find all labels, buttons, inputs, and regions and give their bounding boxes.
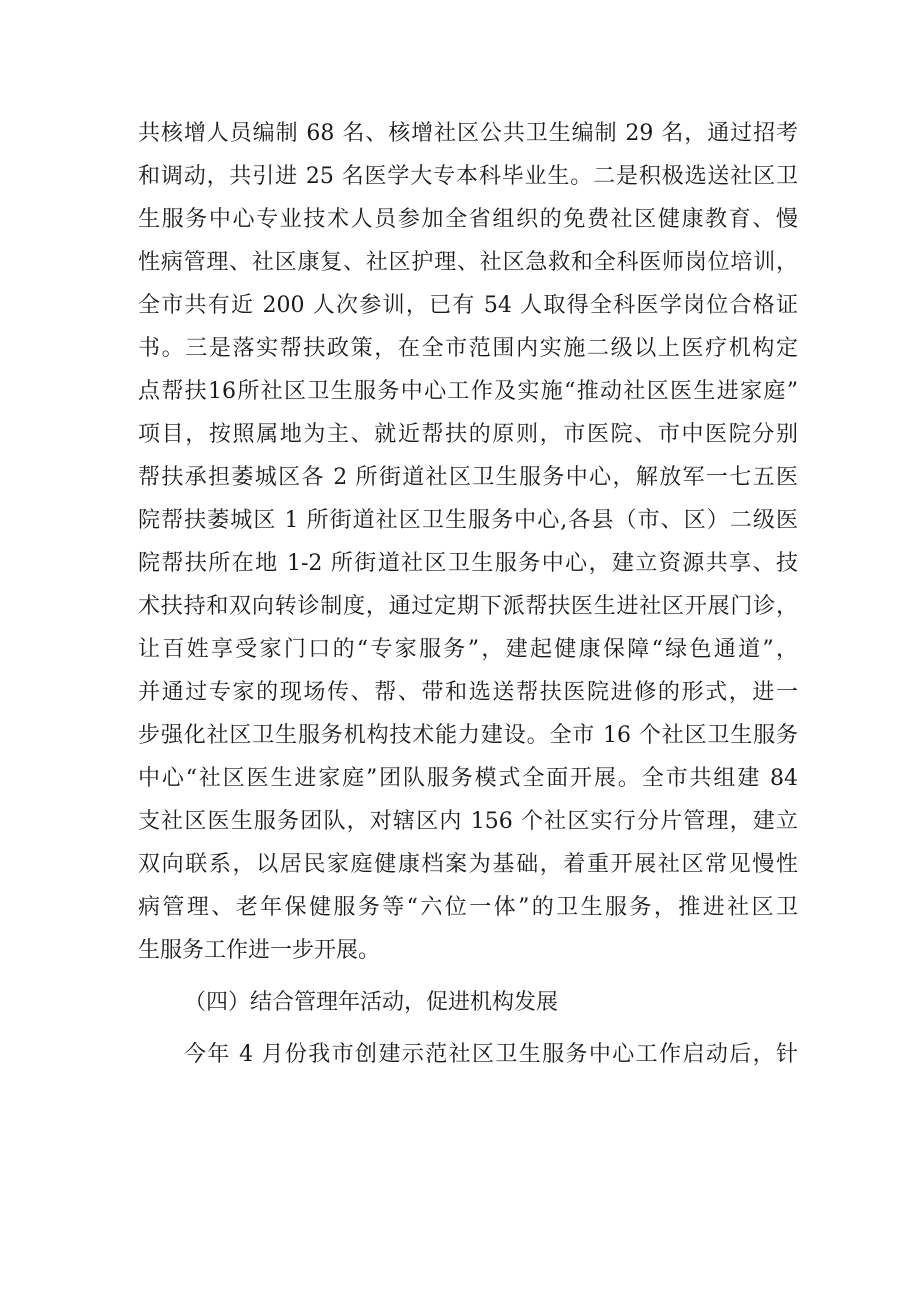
paragraph-line: 术扶持和双向转诊制度，通过定期下派帮扶医生进社区开展门诊， — [138, 594, 798, 619]
paragraph-line: 共核增人员编制 68 名、核增社区公共卫生编制 29 名，通过招考 — [138, 121, 798, 146]
paragraph-line: 病管理、老年保健服务等“六位一体”的卫生服务，推进社区卫 — [138, 895, 798, 920]
paragraph-line: 生服务工作进一步开展。 — [138, 938, 381, 963]
paragraph-line: 支社区医生服务团队，对辖区内 156 个社区实行分片管理，建立 — [138, 809, 798, 834]
paragraph-line: 生服务中心专业技术人员参加全省组织的免费社区健康教育、慢 — [138, 207, 798, 232]
paragraph-line: 和调动，共引进 25 名医学大专本科毕业生。二是积极选送社区卫 — [138, 164, 798, 189]
paragraph-line: 双向联系，以居民家庭健康档案为基础，着重开展社区常见慢性 — [138, 852, 798, 877]
paragraph-line: 全市共有近 200 人次参训，已有 54 人取得全科医学岗位合格证 — [138, 293, 798, 318]
paragraph-line: 让百姓享受家门口的“专家服务”，建起健康保障“绿色通道”， — [138, 637, 798, 662]
paragraph-line: 点帮扶16所社区卫生服务中心工作及实施“推动社区医生进家庭” — [138, 379, 798, 404]
paragraph-line: 并通过专家的现场传、帮、带和选送帮扶医院进修的形式，进一 — [138, 680, 798, 705]
paragraph-line: 院帮扶萎城区 1 所街道社区卫生服务中心,各县（市、区）二级医 — [138, 508, 798, 533]
paragraph-line: 帮扶承担萎城区各 2 所街道社区卫生服务中心，解放军一七五医 — [138, 465, 798, 490]
paragraph-first-line: 今年 4 月份我市创建示范社区卫生服务中心工作启动后，针 — [184, 1042, 798, 1067]
section-heading: （四）结合管理年活动，促进机构发展 — [184, 990, 559, 1015]
paragraph-line: 中心“社区医生进家庭”团队服务模式全面开展。全市共组建 84 — [138, 766, 798, 791]
paragraph-line: 步强化社区卫生服务机构技术能力建设。全市 16 个社区卫生服务 — [138, 723, 798, 748]
paragraph-line: 院帮扶所在地 1-2 所街道社区卫生服务中心，建立资源共享、技 — [138, 551, 798, 576]
paragraph-line: 项目，按照属地为主、就近帮扶的原则，市医院、市中医院分别 — [138, 422, 798, 447]
paragraph-line: 书。三是落实帮扶政策，在全市范围内实施二级以上医疗机构定 — [138, 336, 798, 361]
document-body — [138, 112, 798, 1076]
paragraph-line: 性病管理、社区康复、社区护理、社区急救和全科医师岗位培训， — [138, 250, 798, 275]
